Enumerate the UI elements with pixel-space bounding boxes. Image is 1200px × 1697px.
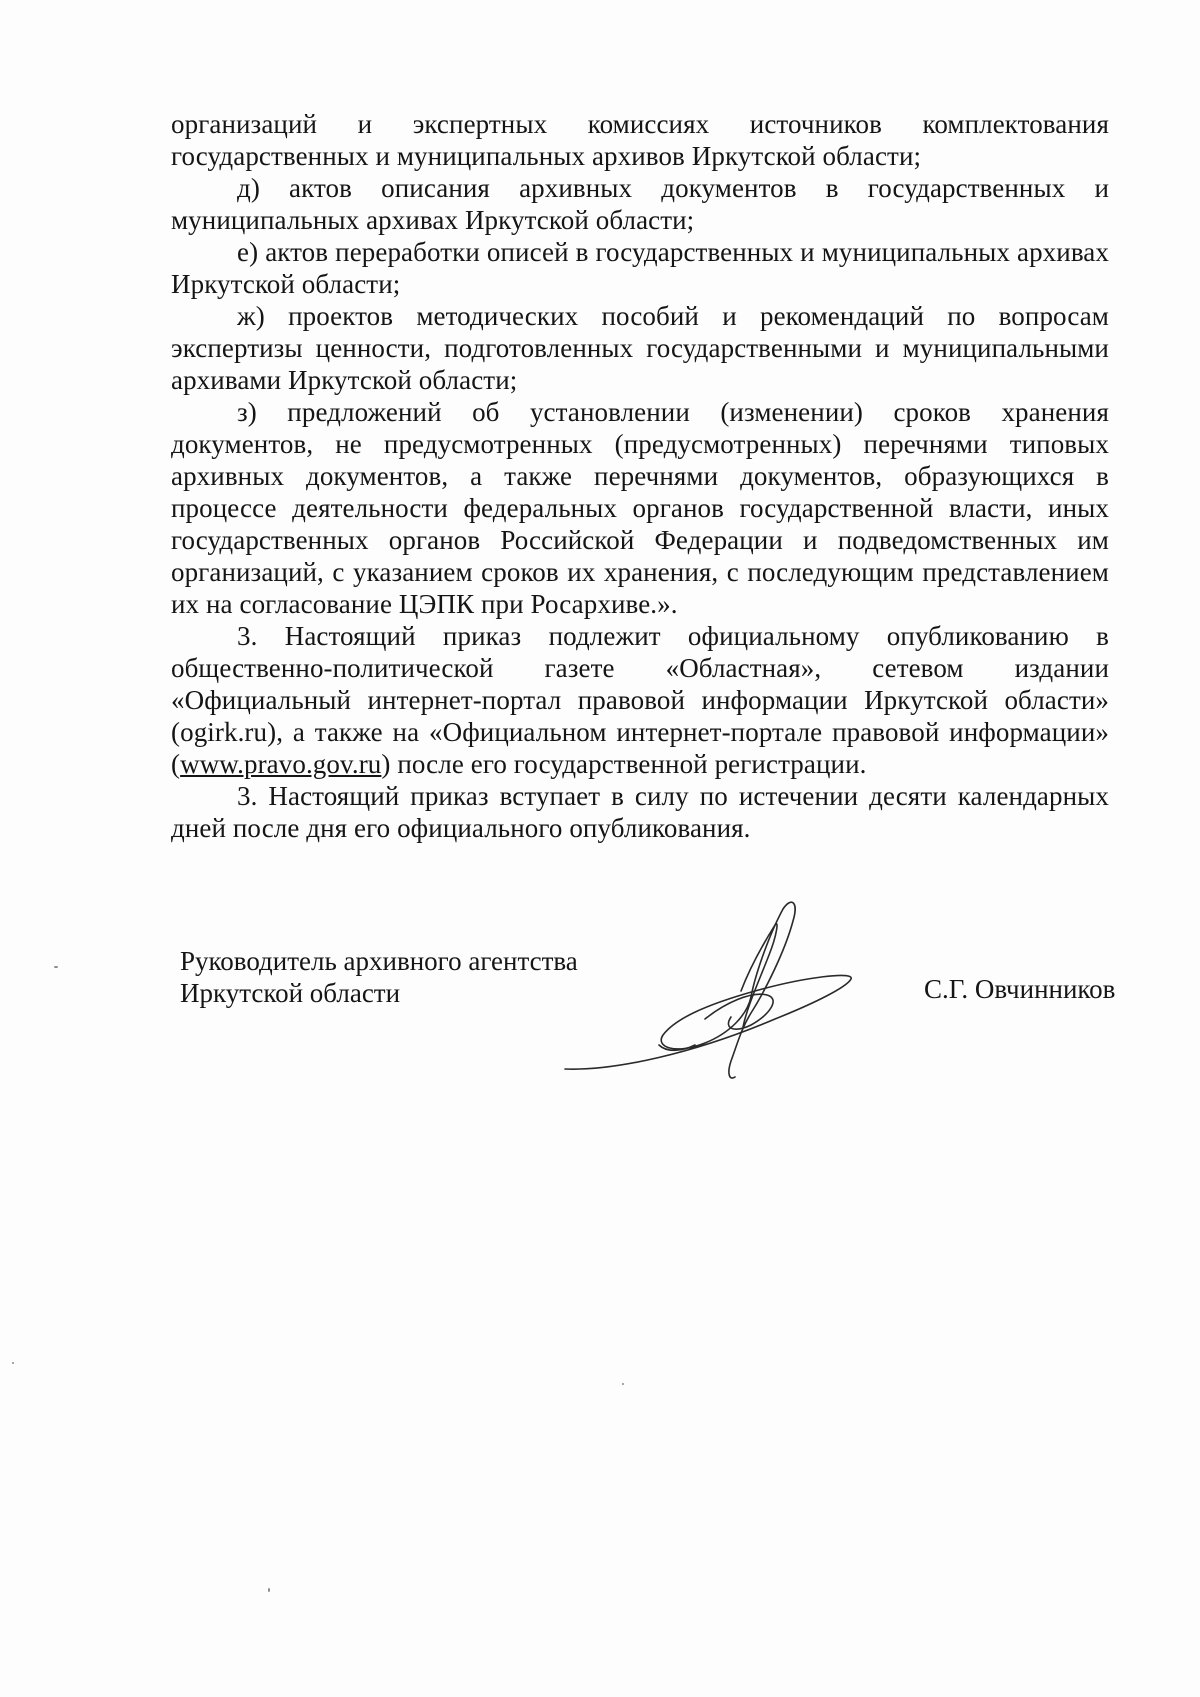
signatory-name: С.Г. Овчинников	[924, 974, 1116, 1004]
signatory-position-line2: Иркутской области	[180, 978, 401, 1008]
paragraph-item-zh: ж) проектов методических пособий и рекомендаций по вопросам экспертизы ценности, подготовленных государственными и муниципальными архивами Иркутской области;	[171, 301, 1109, 395]
publication-text-end: ) после его государственной регистрации.	[381, 749, 867, 779]
signatory-position	[180, 945, 578, 1009]
paragraph-item-e: е) актов переработки описей в государственных и муниципальных архивах Иркутской области;	[171, 237, 1109, 299]
paragraph-item-z: з) предложений об установлении (изменении) сроков хранения документов, не предусмотренных (предусмотренных) перечнями типовых архивных документов, а также перечнями документов, образующихся в процессе деятельности федеральных органов государственной власти, иных государственных органов Российской Федерации и подведомственных им организаций, с указанием сроков их хранения, с последующим представлением их на согласование ЦЭПК при Росархиве.».	[171, 397, 1109, 619]
scan-speck	[12, 1362, 14, 1364]
scan-speck	[268, 1588, 270, 1592]
document-body	[171, 108, 1109, 844]
paragraph-item-d: д) актов описания архивных документов в государственных и муниципальных архивах Иркутской области;	[171, 173, 1109, 235]
scan-speck	[54, 966, 58, 968]
paragraph-continuation: организаций и экспертных комиссиях источников комплектования государственных и муниципальных архивов Иркутской области;	[171, 109, 1109, 171]
publication-text-start: 3. Настоящий приказ подлежит официальному опубликованию в общественно-политической газете «Областная», сетевом издании «Официальный интернет-портал правовой информации Иркутской области» (ogirk.ru), а также на «Официальном интернет-портале правовой информации» (	[171, 621, 1109, 779]
pravo-gov-link[interactable]: www.pravo.gov.ru	[180, 749, 382, 779]
paragraph-publication-clause	[171, 620, 1109, 780]
paragraph-effect-clause: 3. Настоящий приказ вступает в силу по истечении десяти календарных дней после дня его официального опубликования.	[171, 781, 1109, 843]
signatory-position-line1: Руководитель архивного агентства	[180, 946, 578, 976]
handwritten-signature	[555, 895, 905, 1085]
scan-speck	[622, 1383, 624, 1385]
